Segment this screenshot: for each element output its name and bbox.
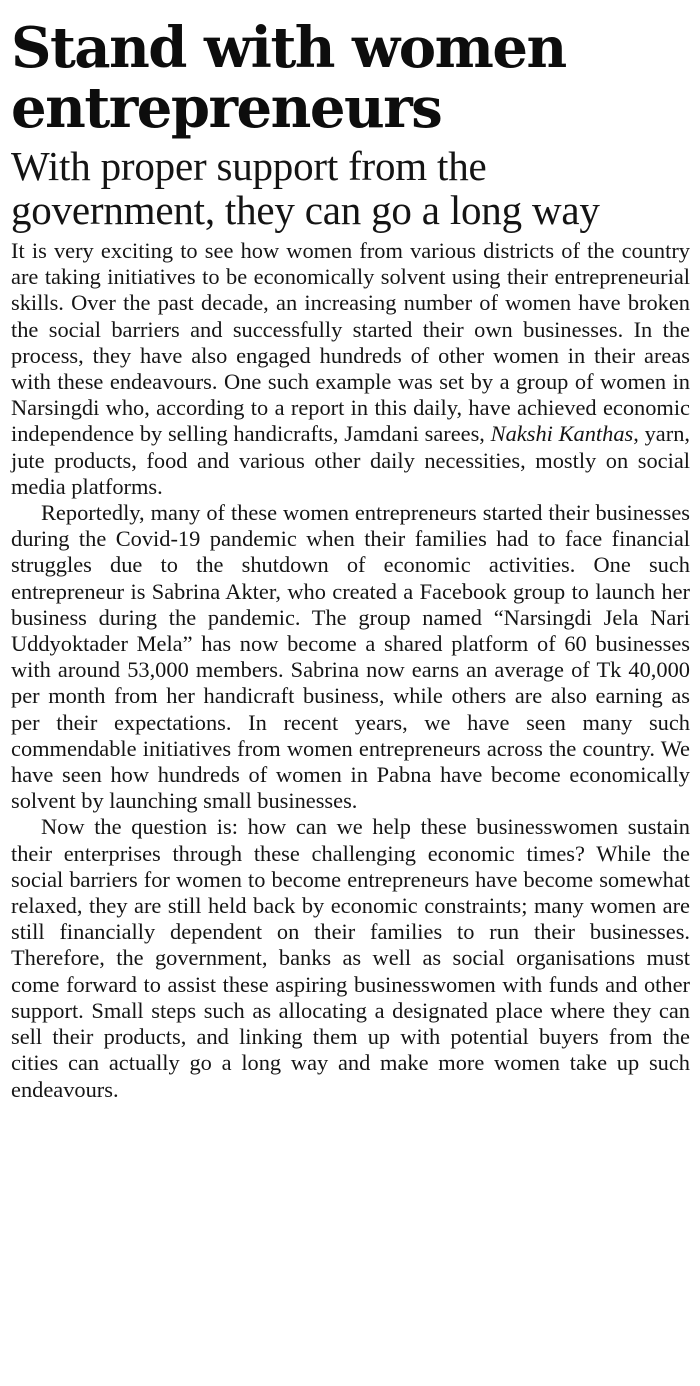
paragraph-1-italic-term: Nakshi Kanthas <box>490 421 634 447</box>
article-body <box>11 238 690 1103</box>
subheadline: With proper support from the government, they can go a long way <box>11 143 600 233</box>
paragraph-1-text-end: , yarn, jute products, food and various other daily necessities, mostly on social media platforms. <box>11 421 690 499</box>
paragraph-1-text-start: It is very exciting to see how women from various districts of the country are taking initiatives to be economically solvent using their entrepreneurial skills. Over the past decade, an increasing number of women have broken the social barriers and successfully started their own businesses. In the process, they have also engaged hundreds of other women in their areas with these endeavours. One such example was set by a group of women in Narsingdi who, according to a report in this daily, have achieved economic independence by selling handicrafts, Jamdani sarees, <box>11 238 690 447</box>
body-paragraph-3: Now the question is: how can we help these businesswomen sustain their enterprises through these challenging economic times? While the social barriers for women to become entrepreneurs have become somewhat relaxed, they are still held back by economic constraints; many women are still financially dependent on their families to run their businesses. Therefore, the government, banks as well as social organisations must come forward to assist these aspiring businesswomen with funds and other support. Small steps such as allocating a designated place where they can sell their products, and linking them up with potential buyers from the cities can actually go a long way and make more women take up such endeavours. <box>11 814 690 1102</box>
body-paragraph-2: Reportedly, many of these women entrepreneurs started their businesses during the Covid-19 pandemic when their families had to face financial struggles due to the shutdown of economic activities. One such entrepreneur is Sabrina Akter, who created a Facebook group to launch her business during the pandemic. The group named “Narsingdi Jela Nari Uddyoktader Mela” has now become a shared platform of 60 businesses with around 53,000 members. Sabrina now earns an average of Tk 40,000 per month from her handicraft business, while others are also earning as per their expectations. In recent years, we have seen many such commendable initiatives from women entrepreneurs across the country. We have seen how hundreds of women in Pabna have become economically solvent by launching small businesses. <box>11 500 690 814</box>
body-paragraph-1 <box>11 238 690 500</box>
headline: Stand with women entrepreneurs <box>11 15 566 141</box>
